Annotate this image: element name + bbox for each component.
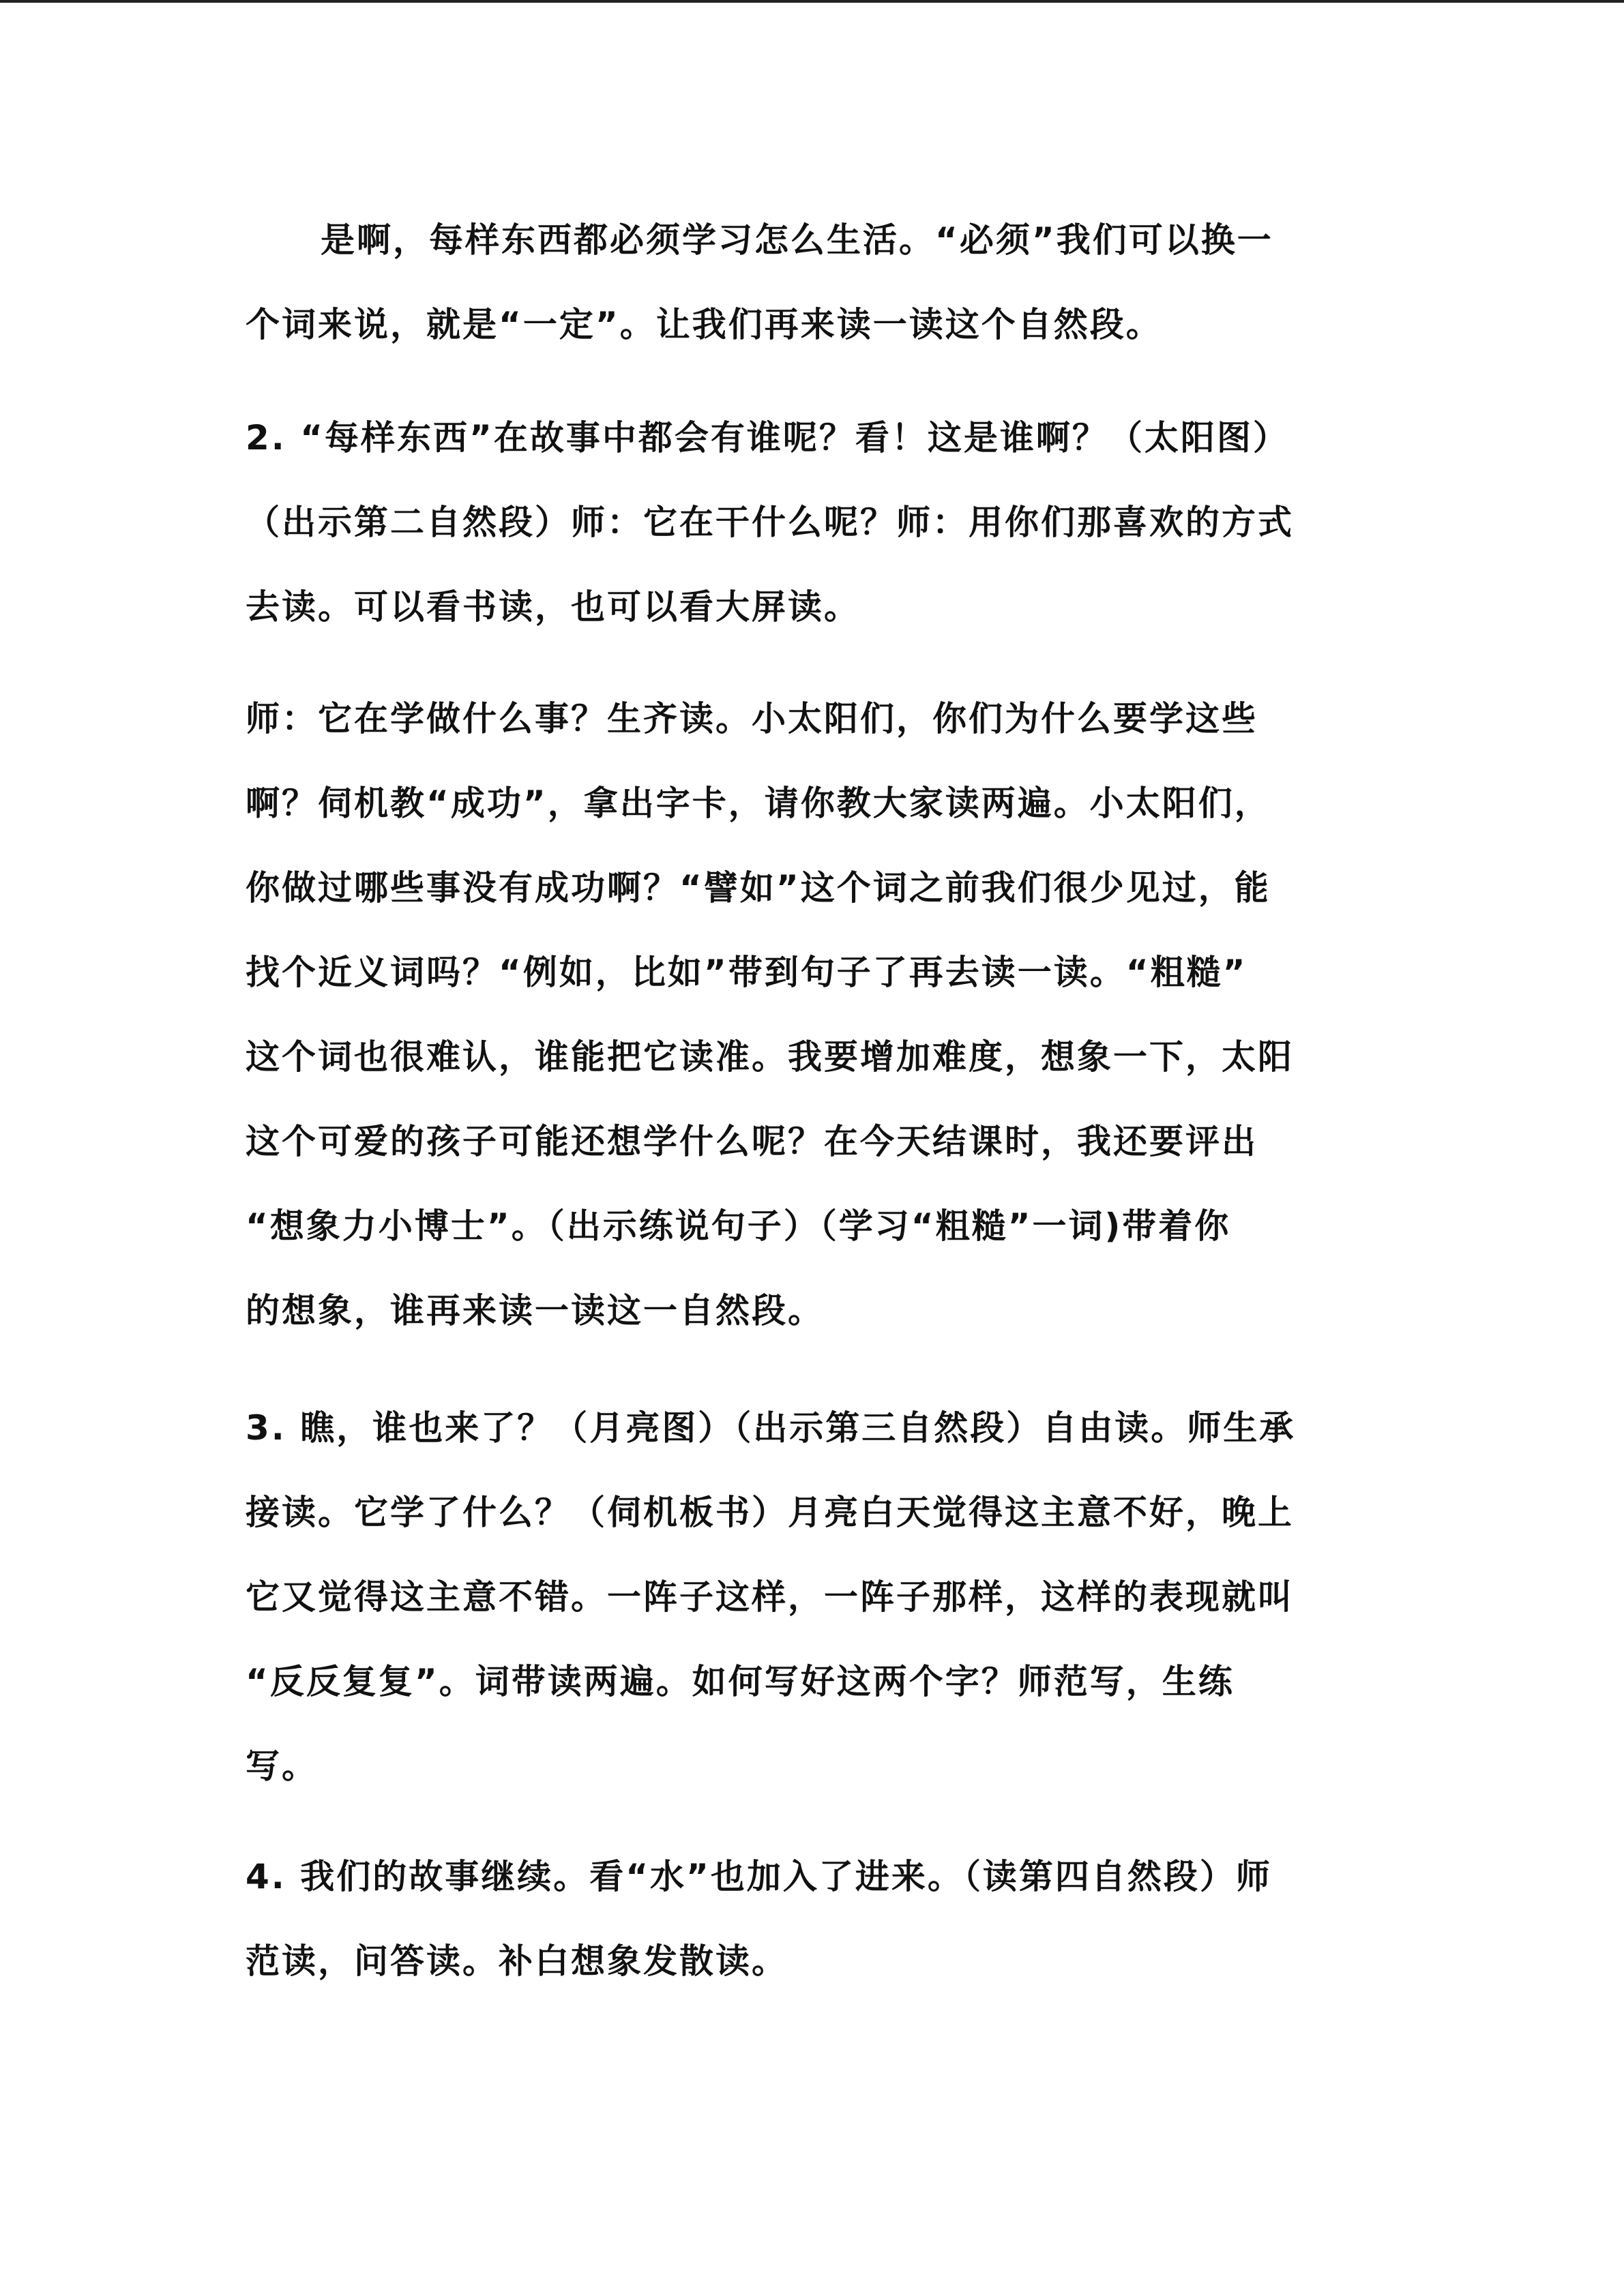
paragraph-line: 你做过哪些事没有成功啊？“譬如”这个词之前我们很少见过，能 (246, 868, 1271, 908)
paragraph-line: “反反复复”。词带读两遍。如何写好这两个字？师范写，生练 (246, 1662, 1235, 1701)
paragraph-line: 写。 (246, 1746, 318, 1786)
paragraph-line: 的想象，谁再来读一读这一自然段。 (246, 1291, 824, 1330)
paragraph-line: 找个近义词吗？“例如，比如”带到句子了再去读一读。“粗糙” (246, 953, 1247, 992)
paragraph-line: 范读，问答读。补白想象发散读。 (246, 1941, 788, 1981)
paragraph-line: 4. 我们的故事继续。看“水”也加入了进来。（读第四自然段）师 (246, 1857, 1272, 1896)
paragraph-line: “想象力小博士”。（出示练说句子）（学习“粗糙”一词)带着你 (246, 1206, 1231, 1246)
paragraph-line: 接读。它学了什么？（伺机板书）月亮白天觉得这主意不好，晚上 (246, 1493, 1294, 1532)
paragraph-5 (246, 1834, 1378, 2003)
paragraph-line: 2. “每样东西”在故事中都会有谁呢？看！这是谁啊？（太阳图） (246, 418, 1289, 458)
top-border-line (0, 0, 1624, 3)
paragraph-line: （出示第二自然段）师：它在干什么呢？师：用你们那喜欢的方式 (246, 503, 1294, 542)
paragraph-line: 3. 瞧，谁也来了？（月亮图）（出示第三自然段）自由读。师生承 (246, 1408, 1296, 1448)
paragraph-3 (246, 676, 1378, 1353)
paragraph-line: 个词来说，就是“一定”。让我们再来读一读这个自然段。 (246, 305, 1162, 344)
paragraph-2 (246, 396, 1378, 649)
paragraph-line: 师：它在学做什么事？生齐读。小太阳们，你们为什么要学这些 (246, 699, 1258, 739)
paragraph-line: 是啊，每样东西都必须学习怎么生活。“必须”我们可以换一 (321, 220, 1273, 260)
paragraph-line: 去读。可以看书读，也可以看大屏读。 (246, 587, 860, 627)
paragraph-line: 它又觉得这主意不错。一阵子这样，一阵子那样，这样的表现就叫 (246, 1577, 1294, 1617)
paragraph-4 (246, 1386, 1378, 1808)
paragraph-line: 啊？伺机教“成功”，拿出字卡，请你教大家读两遍。小太阳们， (246, 784, 1271, 823)
paragraph-1 (246, 198, 1378, 367)
paragraph-line: 这个可爱的孩子可能还想学什么呢？在今天结课时，我还要评出 (246, 1122, 1258, 1161)
paragraph-line: 这个词也很难认，谁能把它读准。我要增加难度，想象一下，太阳 (246, 1037, 1294, 1077)
